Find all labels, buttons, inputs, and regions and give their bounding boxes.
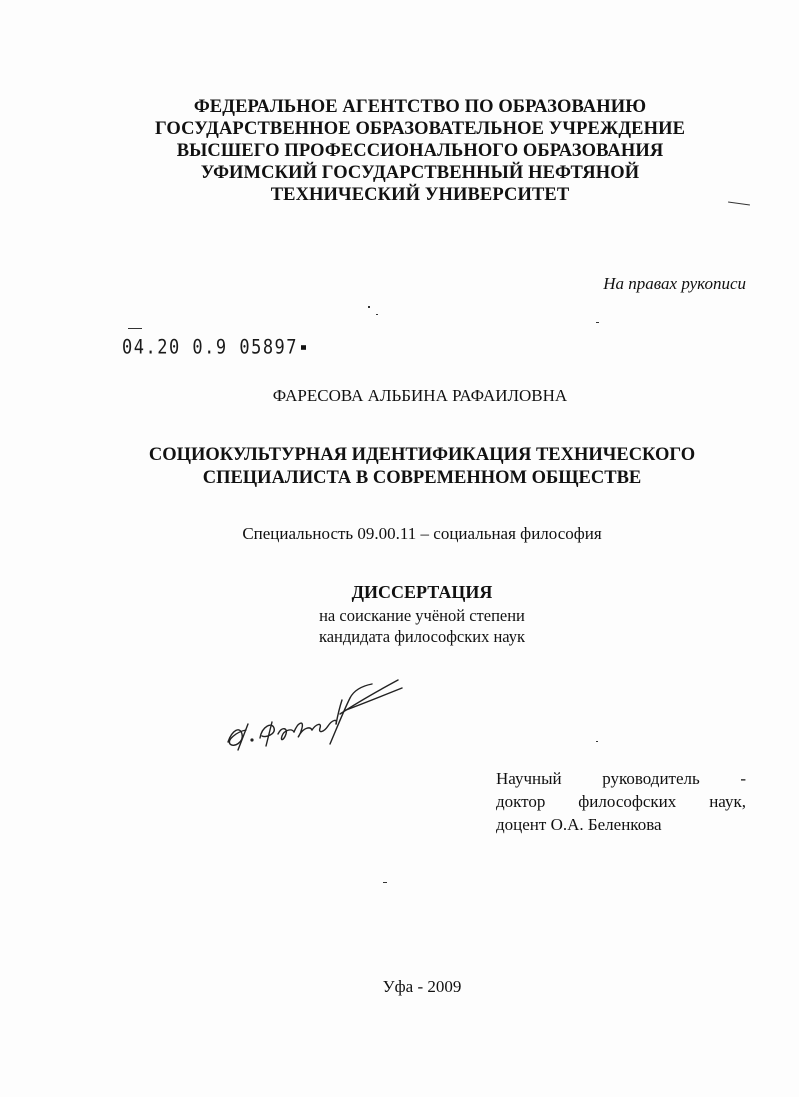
scientific-supervisor [496, 767, 746, 836]
city-and-year: Уфа - 2009 [382, 977, 462, 996]
scan-speck [383, 882, 387, 883]
supervisor-word: философских [578, 792, 677, 811]
supervisor-line: доцент О.А. Беленкова [496, 815, 662, 834]
supervisor-line [496, 790, 746, 813]
scan-speck [368, 306, 370, 308]
supervisor-word: руководитель [602, 769, 700, 788]
header-line: ГОСУДАРСТВЕННОЕ ОБРАЗОВАТЕЛЬНОЕ УЧРЕЖДЕНИЕ [154, 119, 686, 139]
scan-speck [596, 322, 599, 323]
supervisor-word: наук, [709, 792, 746, 811]
title-line: СОЦИОКУЛЬТУРНАЯ ИДЕНТИФИКАЦИЯ ТЕХНИЧЕСКОГО [148, 445, 696, 465]
supervisor-word: Научный [496, 769, 562, 788]
header-line: УФИМСКИЙ ГОСУДАРСТВЕННЫЙ НЕФТЯНОЙ [200, 163, 640, 183]
manuscript-rights-note: На правах рукописи [603, 274, 746, 293]
header-line: ВЫСШЕГО ПРОФЕССИОНАЛЬНОГО ОБРАЗОВАНИЯ [176, 141, 664, 161]
dissertation-heading: ДИССЕРТАЦИЯ [351, 582, 493, 602]
institution-header [60, 96, 780, 206]
author-name: ФАРЕСОВА АЛЬБИНА РАФАИЛОВНА [272, 386, 568, 405]
subtitle-line: на соискание учёной степени [319, 606, 525, 625]
title-line: СПЕЦИАЛИСТА В СОВРЕМЕННОМ ОБЩЕСТВЕ [202, 468, 642, 488]
dissertation-title [40, 444, 799, 490]
supervisor-line [496, 767, 746, 790]
supervisor-word: доктор [496, 792, 546, 811]
scan-mark [128, 328, 142, 329]
scan-speck [596, 741, 598, 742]
registration-stamp-number [122, 336, 306, 359]
scan-speck [376, 314, 378, 315]
header-line: ТЕХНИЧЕСКИЙ УНИВЕРСИТЕТ [270, 185, 570, 205]
header-line: ФЕДЕРАЛЬНОЕ АГЕНТСТВО ПО ОБРАЗОВАНИЮ [193, 97, 647, 117]
dissertation-subtitle [0, 605, 799, 647]
handwritten-signature-icon [222, 670, 412, 760]
stamp-number-text: 04.20 0.9 05897 [122, 336, 299, 359]
subtitle-line: кандидата философских наук [318, 627, 526, 646]
supervisor-word: - [740, 769, 746, 788]
stamp-dot-icon [301, 345, 306, 350]
specialty-line: Специальность 09.00.11 – социальная философия [242, 524, 602, 543]
